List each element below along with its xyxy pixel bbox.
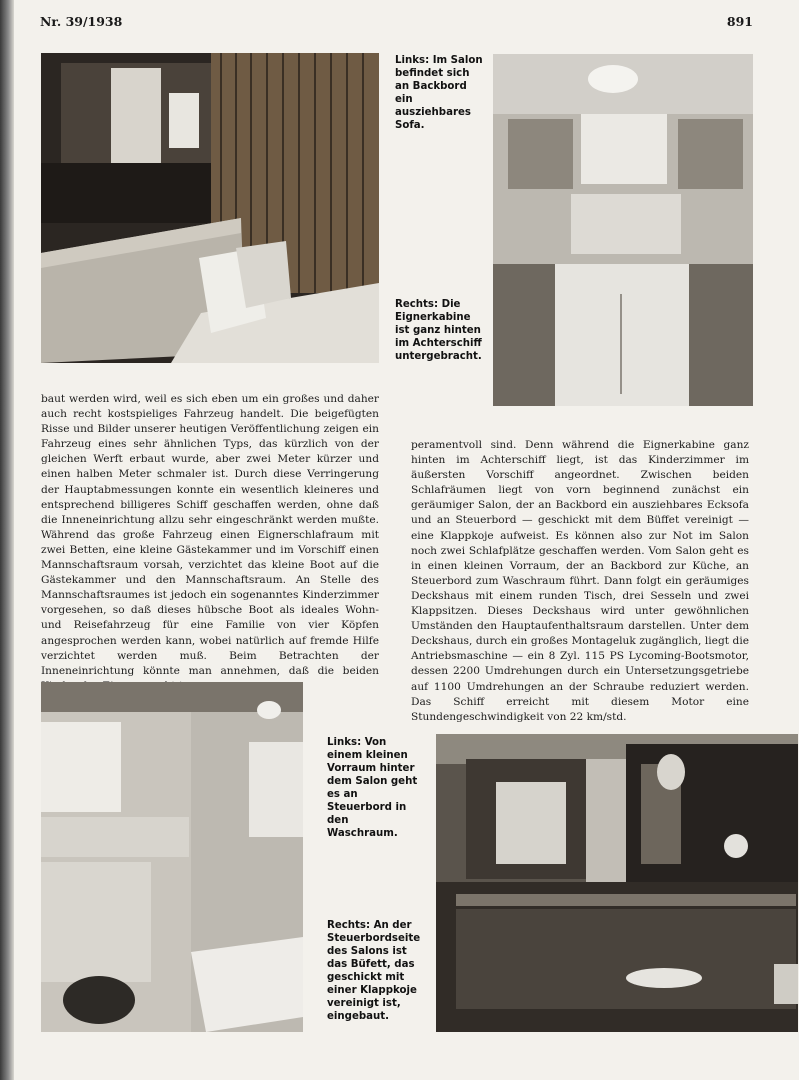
photo-washroom — [41, 682, 303, 1032]
article-paragraph: peramentvoll sind. Denn während die Eignerkabine ganz hinten im Achterschiff liegt, ist das Kinderzimmer im äußersten Vorschiff angeordnet. Zwischen beiden Schlafräumen liegt von vorn beginnend zunächst ein geräumiger Salon, der an Backbord ein ausziehbares Ecksofa und an Steuerbord — geschickt mit dem Büffet vereinigt — eine Klappkoje aufweist. Es können also zur Not im Salon noch zwei Schlafplätze geschaffen werden. Vom Salon geht es in einen kleinen Vorraum, der an Backbord zur Küche, an Steuerbord zum Waschraum führt. Dann folgt ein geräumiges Deckshaus mit einem runden Tisch, drei Sesseln und zwei Klappsitzen. Dieses Deckshaus wird unter gewöhnlichen Umständen den Hauptaufenthaltsraum darstellen. Unter dem Deckshaus, durch ein großes Montageluk zugänglich, liegt die Antriebsmaschine — ein 8 Zyl. 115 PS Lycoming-Bootsmotor, dessen 2200 Umdrehungen durch ein Untersetzungsgetriebe auf 1100 Umdrehungen an der Schraube reduziert werden. Das Schiff erreicht mit diesem Motor eine Stundengeschwindigkeit von 22 km/std. — [411, 439, 749, 723]
page-number: 891 — [726, 14, 753, 29]
article-paragraph: baut werden wird, weil es sich eben um ein großes und daher auch recht kostspieliges Fahrzeug handelt. Die beigefügten Risse und Bilder unserer heutigen Veröffentlichung zeigen ein Fahrzeug eines sehr ähnlichen Typs, das kürzlich von der gleichen Werft erbaut wurde, aber zwei Meter kürzer und einen halben Meter schmaler ist. Durch diese Verringerung der Hauptabmessungen konnte ein wesentlich kleineres und entsprechend billigeres Schiff geschaffen werden, ohne daß die Inneneinrichtung allzu sehr eingeschränkt werden mußte. Während das große Fahrzeug einen Eignerschlafraum mit zwei Betten, eine kleine Gästekammer und im Vorschiff einen Mannschaftsraum vorsah, verzichtet das kleine Boot auf die Gästekammer und den Mannschaftsraum. An Stelle des Mannschaftsraumes ist jedoch ein sogenanntes Kinderzimmer vorgesehen, so daß dieses hübsche Boot als ideales Wohn- und Reisefahrzeug für eine Familie von vier Köpfen angesprochen werden kann, wobei natürlich auf fremde Hilfe verzichtet werden muß. Beim Betrachten der Inneneinrichtung könnte man annehmen, daß die beiden — [41, 393, 379, 677]
photo-salon-sofa — [41, 53, 379, 363]
photo-owner-cabin — [493, 54, 753, 406]
caption-label: Rechts: — [327, 920, 371, 931]
article-column-right — [411, 438, 749, 725]
caption-label: Links: — [395, 55, 430, 66]
caption-label: Links: — [327, 737, 362, 748]
caption-buffet — [327, 919, 422, 1023]
caption-washroom — [327, 736, 422, 840]
caption-cabin — [395, 298, 487, 363]
page-binding-shadow — [0, 0, 14, 1080]
issue-number: Nr. 39/1938 — [40, 14, 123, 29]
photo-buffet — [436, 734, 798, 1032]
caption-text: Im Salon befindet sich an Backbord ein ausziehbares Sofa. — [395, 55, 483, 131]
caption-text: Von einem kleinen Vorraum hinter dem Salon geht es an Steuerbord in den Waschraum. — [327, 737, 418, 839]
caption-text: An der Steuerbordseite des Salons ist das Büfett, das geschickt mit einer Klappkoje vereinigt ist, eingebaut. — [327, 920, 421, 1022]
caption-text: Die Eignerkabine ist ganz hinten im Achterschiff untergebracht. — [395, 299, 482, 362]
caption-salon — [395, 54, 487, 132]
article-column-left — [41, 392, 379, 694]
caption-label: Rechts: — [395, 299, 439, 310]
